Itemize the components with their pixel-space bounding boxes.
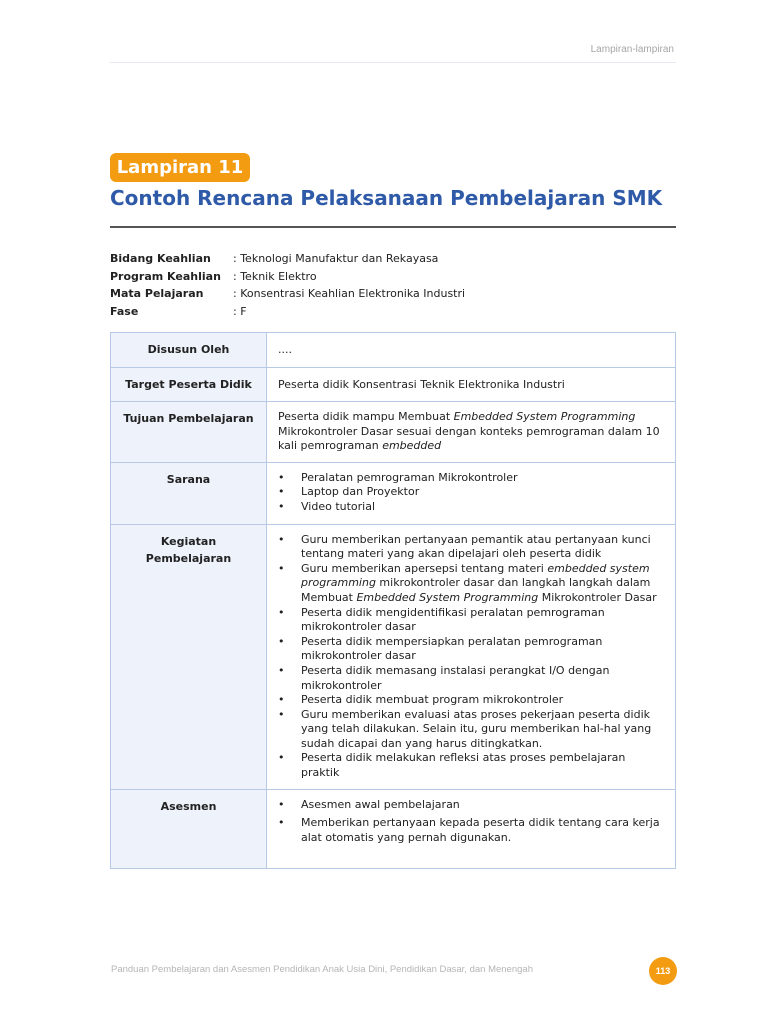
row-target bbox=[111, 367, 676, 402]
row-value bbox=[267, 789, 676, 868]
text-run: Guru memberikan apersepsi tentang materi bbox=[301, 561, 548, 575]
meta-value: : Konsentrasi Keahlian Elektronika Industri bbox=[233, 287, 466, 300]
row-tujuan bbox=[111, 402, 676, 463]
meta-row-mapel bbox=[110, 285, 465, 303]
row-value: Peserta didik Konsentrasi Teknik Elektronika Industri bbox=[267, 367, 676, 402]
page-title: Contoh Rencana Pelaksanaan Pembelajaran SMK bbox=[110, 186, 663, 210]
row-value bbox=[267, 524, 676, 789]
meta-label: Fase bbox=[110, 304, 139, 318]
row-value: .... bbox=[267, 333, 676, 368]
meta-value: : Teknologi Manufaktur dan Rekayasa bbox=[233, 252, 439, 265]
row-value bbox=[267, 402, 676, 463]
text-run-italic: embedded bbox=[382, 439, 442, 453]
meta-label: Mata Pelajaran bbox=[110, 287, 204, 300]
row-kegiatan bbox=[111, 524, 676, 789]
row-label: Tujuan Pembelajaran bbox=[111, 402, 267, 463]
row-label: Sarana bbox=[111, 462, 267, 524]
rpp-table bbox=[110, 332, 676, 869]
meta-value: : F bbox=[233, 304, 247, 318]
list-item: • Peserta didik membuat program mikrokontroler bbox=[278, 693, 665, 708]
row-asesmen bbox=[111, 789, 676, 868]
text-run: mikrokontroler dasar dan langkah langkah dalam Membuat bbox=[301, 576, 651, 604]
footer-text: Panduan Pembelajaran dan Asesmen Pendidikan Anak Usia Dini, Pendidikan Dasar, dan Menengah bbox=[111, 964, 533, 975]
list-item bbox=[278, 562, 665, 606]
row-label bbox=[111, 524, 267, 789]
meta-row-fase bbox=[110, 303, 465, 321]
list-item: • Asesmen awal pembelajaran bbox=[278, 798, 665, 813]
list-item: • Laptop dan Proyektor bbox=[278, 485, 665, 500]
row-label: Disusun Oleh bbox=[111, 333, 267, 368]
meta-value: : Teknik Elektro bbox=[233, 269, 317, 283]
list-item: • Memberikan pertanyaan kepada peserta didik tentang cara kerja alat otomatis yang pernah digunakan. bbox=[278, 816, 665, 845]
list-item: • Peralatan pemrograman Mikrokontroler bbox=[278, 471, 665, 486]
list-item: • Video tutorial bbox=[278, 500, 665, 515]
bullet-list bbox=[278, 798, 665, 846]
row-label: Target Peserta Didik bbox=[111, 367, 267, 402]
text-run-italic: Embedded System Programming bbox=[453, 410, 636, 423]
meta-label: Program Keahlian bbox=[110, 269, 221, 283]
bullet-list bbox=[278, 471, 665, 515]
text-run-italic: Embedded System Programming bbox=[356, 590, 539, 604]
title-divider bbox=[110, 226, 676, 228]
list-item: • Peserta didik melakukan refleksi atas proses pembelajaran praktik bbox=[278, 751, 665, 780]
text-run: Peserta didik mampu Membuat bbox=[278, 410, 454, 423]
row-label-line: Kegiatan bbox=[160, 534, 217, 548]
meta-row-bidang bbox=[110, 250, 465, 268]
page-number-badge: 113 bbox=[649, 957, 677, 985]
text-run: Mikrokontroler Dasar sesuai dengan konteks pemrograman dalam 10 kali pemrograman bbox=[278, 424, 660, 453]
text-run: Mikrokontroler Dasar bbox=[538, 590, 657, 604]
list-item: • Peserta didik memasang instalasi perangkat I/O dengan mikrokontroler bbox=[278, 664, 665, 693]
meta-row-program bbox=[110, 268, 465, 286]
text-run-italic: embedded system programming bbox=[301, 561, 650, 590]
bullet-list bbox=[278, 533, 665, 781]
row-sarana bbox=[111, 462, 676, 524]
list-item: • Peserta didik mempersiapkan peralatan pemrograman mikrokontroler dasar bbox=[278, 635, 665, 664]
header-divider bbox=[110, 62, 676, 63]
meta-label: Bidang Keahlian bbox=[110, 252, 211, 265]
running-header: Lampiran-lampiran bbox=[590, 44, 674, 55]
appendix-badge: Lampiran 11 bbox=[110, 153, 250, 182]
row-label: Asesmen bbox=[111, 789, 267, 868]
list-item: • Peserta didik mengidentifikasi peralatan pemrograman mikrokontroler dasar bbox=[278, 606, 665, 635]
row-label-line: Pembelajaran bbox=[145, 552, 232, 566]
list-item: • Guru memberikan pertanyaan pemantik atau pertanyaan kunci tentang materi yang akan dipelajari oleh peserta didik bbox=[278, 533, 665, 562]
row-disusun bbox=[111, 333, 676, 368]
row-value bbox=[267, 462, 676, 524]
list-item: • Guru memberikan evaluasi atas proses pekerjaan peserta didik yang telah dilakukan. Selain itu, guru memberikan hal-hal yang sudah dicapai dan yang harus ditingkatkan. bbox=[278, 708, 665, 752]
meta-info bbox=[110, 250, 465, 320]
